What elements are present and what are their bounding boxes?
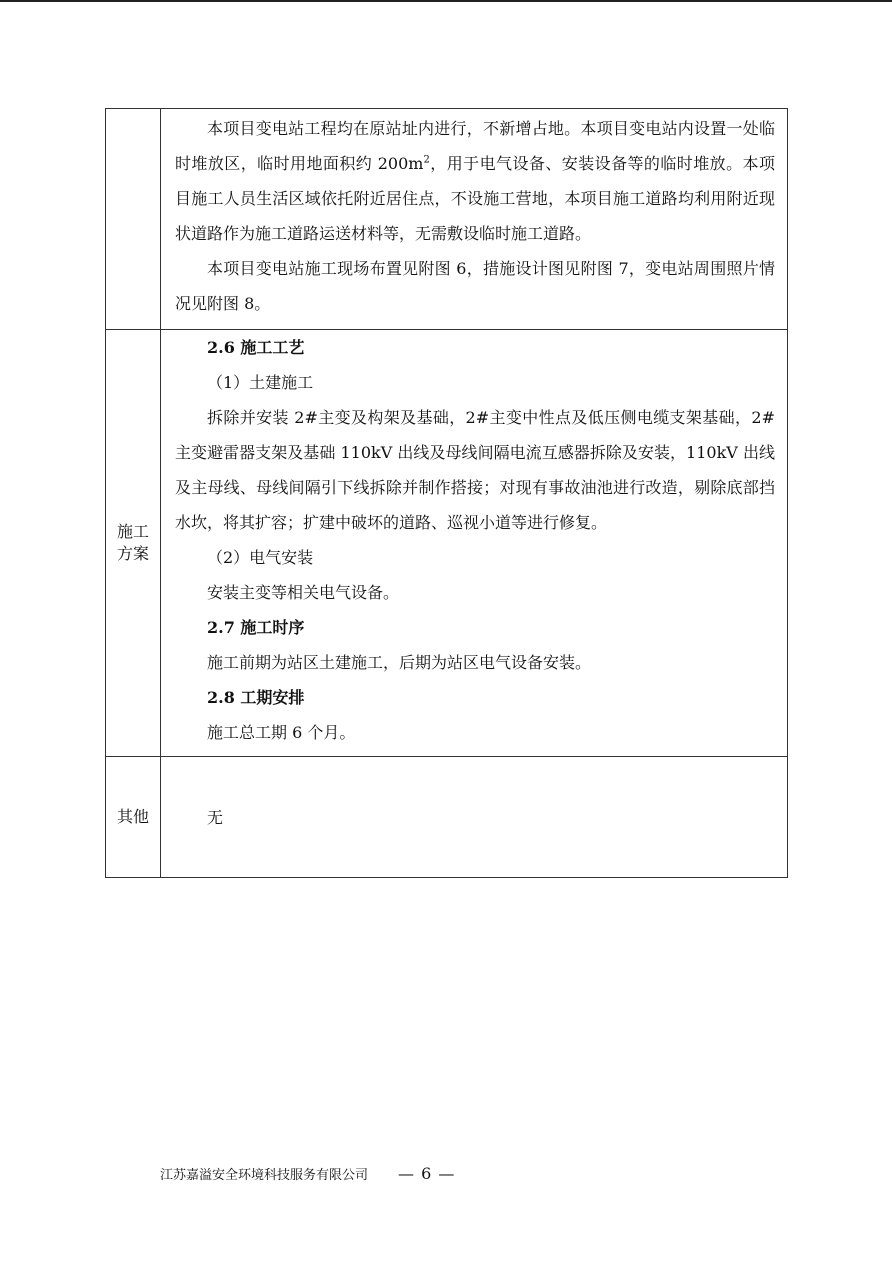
top-border-line — [0, 0, 892, 2]
label-line-1: 施工 — [116, 522, 149, 541]
paragraph-sequence: 施工前期为站区土建施工，后期为站区电气设备安装。 — [207, 653, 592, 672]
footer-company: 江苏嘉溢安全环境科技服务有限公司 — [160, 1168, 369, 1183]
table-row — [106, 330, 788, 757]
paragraph-period: 施工总工期 6 个月。 — [207, 723, 356, 742]
row-content-other — [161, 757, 788, 878]
other-text: 无 — [207, 807, 224, 827]
row-label-construction-plan — [106, 330, 161, 757]
table-row — [106, 109, 788, 330]
row-label-other: 其他 — [106, 757, 161, 878]
label-line-2: 方案 — [116, 544, 149, 563]
paragraph-civil-works: 拆除并安装 2#主变及构架及基础，2#主变中性点及低压侧电缆支架基础，2#主变避雷器支架及基础 110kV 出线及母线间隔电流互感器拆除及安装，110kV 出线及主母线、母线间隔引下线拆除并制作搭接；对现有事故油池进行改造，剔除底部挡水坎，将其扩容；扩建中破坏的道路、巡视小道等进行修复。 — [175, 408, 775, 532]
heading-2-6: 2.6 施工工艺 — [207, 338, 305, 357]
subheading-electrical: （2）电气安装 — [207, 548, 314, 567]
row-content — [161, 109, 788, 330]
paragraph-site-layout: 本项目变电站施工现场布置见附图 6，措施设计图见附图 7，变电站周围照片情况见附图 8。 — [175, 259, 775, 313]
content-table — [105, 108, 788, 878]
table-row — [106, 757, 788, 878]
page-footer — [160, 1164, 520, 1183]
heading-2-8: 2.8 工期安排 — [207, 688, 305, 707]
heading-2-7: 2.7 施工时序 — [207, 618, 305, 637]
subheading-civil: （1）土建施工 — [207, 373, 314, 392]
row-content — [161, 330, 788, 757]
paragraph-electrical: 安装主变等相关电气设备。 — [207, 583, 400, 602]
page-number: — 6 — — [398, 1164, 456, 1183]
row-label — [106, 109, 161, 330]
paragraph-temporary-land: 本项目变电站工程均在原站址内进行，不新增占地。本项目变电站内设置一处临时堆放区，临时用地面积约 $200m^2$，用于电气设备、安装设备等的临时堆放。本项目施工人员生活区域依托附近居住点，不设施工营地，本项目施工道路均利用附近现状道路作为施工道路运送材料等，无需敷设临时施工道路。 — [175, 119, 775, 243]
